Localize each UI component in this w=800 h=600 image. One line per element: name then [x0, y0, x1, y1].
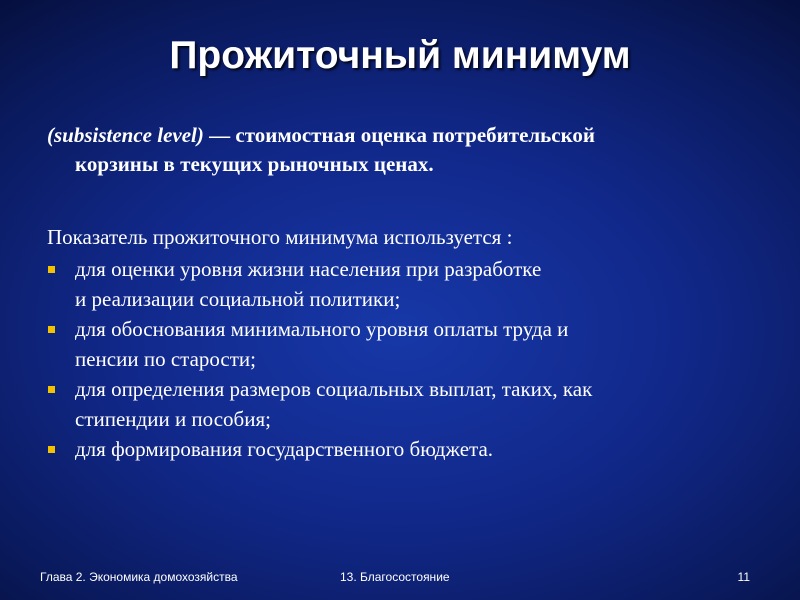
square-bullet-icon [48, 326, 55, 333]
bullet-line: для оценки уровня жизни населения при разработке [75, 257, 542, 281]
bullet-line: для определения размеров социальных выплат, таких, как [75, 377, 593, 401]
bullet-item [47, 314, 747, 374]
square-bullet-icon [48, 386, 55, 393]
square-bullet-icon [48, 446, 55, 453]
definition-line2: корзины в текущих рыночных ценах. [75, 152, 434, 176]
bullet-line: и реализации социальной политики; [75, 287, 401, 311]
bullet-line: для обоснования минимального уровня оплаты труда и [75, 317, 569, 341]
footer-section: 13. Благосостояние [340, 570, 450, 584]
bullet-line: для формирования государственного бюджета. [75, 437, 494, 461]
bullet-line: стипендии и пособия; [75, 407, 271, 431]
bullet-line: пенсии по старости; [75, 347, 257, 371]
bullet-item [47, 254, 747, 314]
intro-text: Показатель прожиточного минимума используется : [47, 225, 513, 249]
slide-title: Прожиточный минимум [169, 34, 631, 77]
bullet-item [47, 434, 747, 464]
footer-page-number: 11 [737, 570, 750, 584]
footer-chapter: Глава 2. Экономика домохозяйства [40, 570, 238, 584]
definition-term: (subsistence level) [47, 123, 204, 147]
square-bullet-icon [48, 266, 55, 273]
bullet-list [47, 254, 747, 464]
bullet-item [47, 374, 747, 434]
definition-line1-rest: — стоимостная оценка потребительской [203, 123, 596, 147]
definition-paragraph [47, 121, 767, 179]
